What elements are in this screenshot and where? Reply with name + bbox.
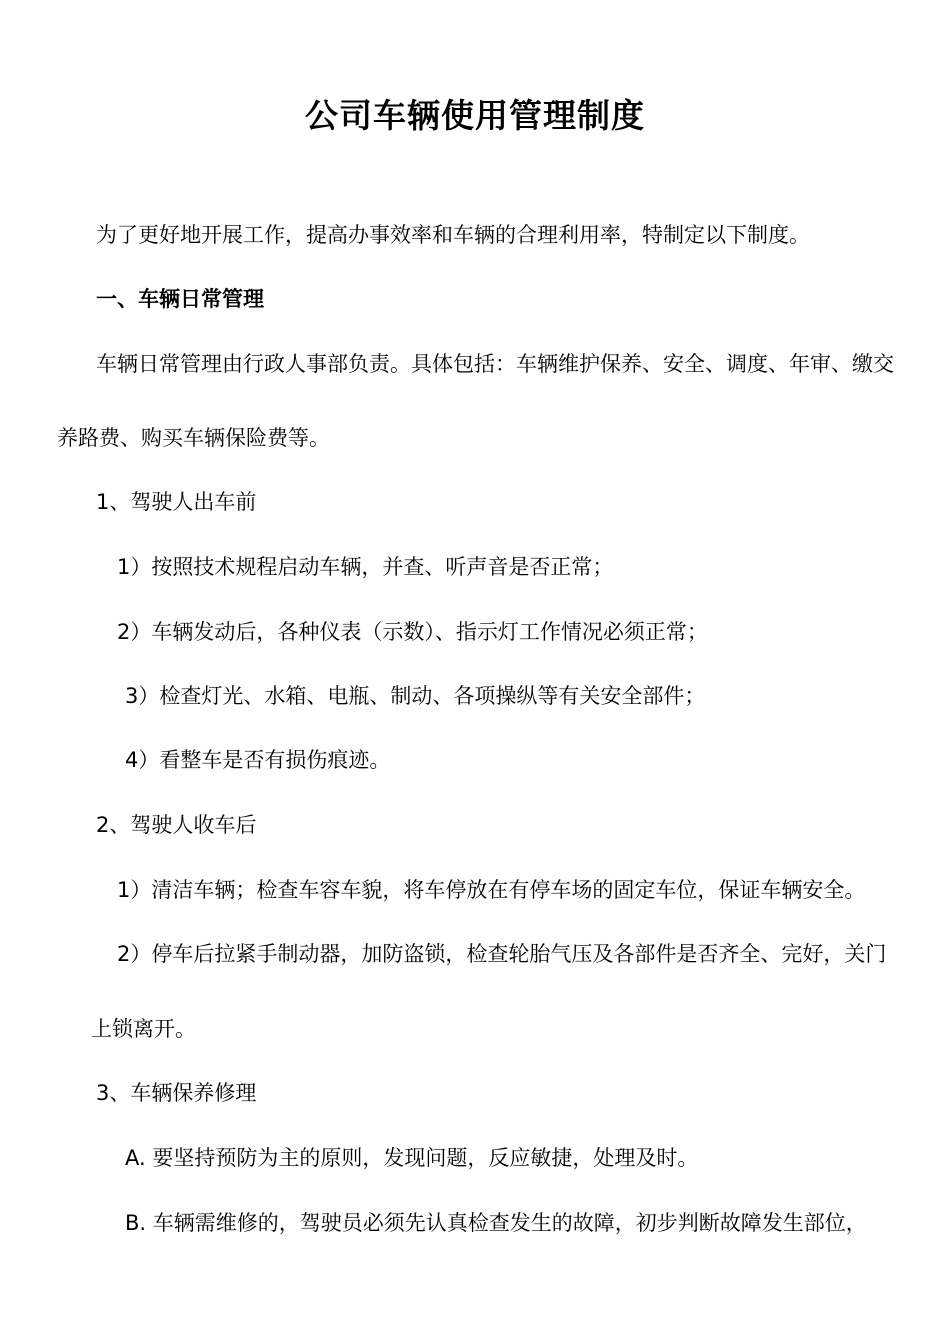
list-item: A. 要坚持预防为主的原则，发现问题，反应敏捷，处理及时。 <box>125 1146 699 1170</box>
item-heading-before-departure: 1、驾驶人出车前 <box>96 490 257 514</box>
list-item: B. 车辆需维修的，驾驶员必须先认真检查发生的故障，初步判断故障发生部位， <box>125 1211 867 1235</box>
list-item: 3）检查灯光、水箱、电瓶、制动、各项操纵等有关安全部件； <box>125 684 706 708</box>
intro-paragraph: 为了更好地开展工作，提高办事效率和车辆的合理利用率，特制定以下制度。 <box>96 223 810 247</box>
list-item: 1）按照技术规程启动车辆，并查、听声音是否正常； <box>117 555 614 579</box>
list-item-continuation: 上锁离开。 <box>91 1017 196 1041</box>
section-paragraph-line: 车辆日常管理由行政人事部负责。具体包括：车辆维护保养、安全、调度、年审、缴交 <box>96 352 894 376</box>
item-heading-after-return: 2、驾驶人收车后 <box>96 813 257 837</box>
section-paragraph-line: 养路费、购买车辆保险费等。 <box>57 426 330 450</box>
list-item: 4）看整车是否有损伤痕迹。 <box>125 748 391 772</box>
section-heading-daily-management: 一、车辆日常管理 <box>96 287 264 311</box>
list-item: 1）清洁车辆；检查车容车貌，将车停放在有停车场的固定车位，保证车辆安全。 <box>117 878 866 902</box>
list-item: 2）停车后拉紧手制动器，加防盗锁，检查轮胎气压及各部件是否齐全、完好，关门 <box>117 942 887 966</box>
item-heading-maintenance: 3、车辆保养修理 <box>96 1081 257 1105</box>
list-item: 2）车辆发动后，各种仪表（示数）、指示灯工作情况必须正常； <box>117 620 708 644</box>
page-title: 公司车辆使用管理制度 <box>305 96 645 135</box>
